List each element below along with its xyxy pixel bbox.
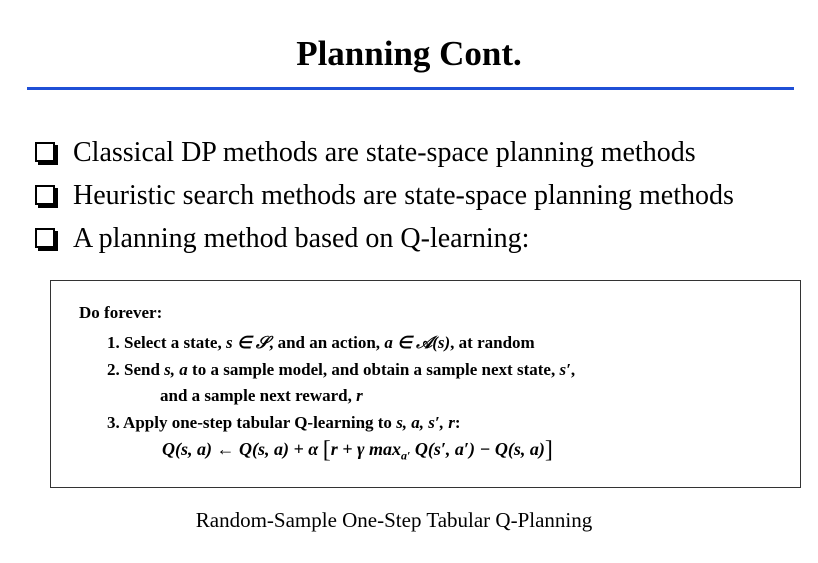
step-text: 3. Apply one-step tabular Q-learning to	[107, 413, 397, 432]
bullet-item	[35, 217, 734, 260]
bullet-text: Classical DP methods are state-space planning methods	[73, 137, 696, 168]
equation-rhs: Q(s′, a′) − Q(s, a)	[410, 439, 545, 459]
step-text: to a sample model, and obtain a sample next state,	[187, 360, 560, 379]
bullet-text: Heuristic search methods are state-space planning methods	[73, 180, 734, 211]
step-text: , and an action,	[269, 333, 385, 352]
page-title: Planning Cont.	[296, 34, 522, 73]
title-divider	[27, 87, 794, 90]
bullet-item	[35, 131, 734, 174]
math-expression: s′	[559, 360, 571, 379]
update-arrow: ←	[212, 439, 239, 459]
left-bracket: [	[322, 437, 331, 463]
q-learning-update-equation	[162, 438, 553, 467]
algorithm-header: Do forever:	[79, 303, 163, 322]
equation-lhs: Q(s, a)	[162, 439, 212, 459]
bullet-text: A planning method based on Q-learning:	[73, 223, 530, 254]
algorithm-step-1	[107, 332, 535, 354]
math-expression: s, a	[164, 360, 188, 379]
checkbox-bullet-icon	[35, 142, 55, 162]
math-expression: r	[356, 386, 363, 405]
figure-caption: Random-Sample One-Step Tabular Q-Planning	[195, 508, 593, 532]
equation-rhs: r + γ max	[330, 439, 401, 459]
algorithm-step-2	[107, 359, 575, 381]
algorithm-box	[50, 280, 801, 488]
math-expression: a ∈ 𝒜(s)	[384, 333, 451, 352]
equation-subscript: a′	[400, 448, 411, 463]
equation-rhs: Q(s, a) + α	[239, 439, 323, 459]
checkbox-bullet-icon	[35, 228, 55, 248]
checkbox-bullet-icon	[35, 185, 55, 205]
math-expression: s ∈ 𝒮	[225, 333, 270, 352]
right-bracket: ]	[544, 437, 553, 463]
step-text: 2. Send	[107, 360, 165, 379]
step-text: and a sample next reward,	[160, 386, 357, 405]
bullet-list	[35, 131, 734, 260]
step-text: , at random	[450, 333, 535, 352]
step-text: ,	[570, 360, 576, 379]
step-text: 1. Select a state,	[107, 333, 226, 352]
algorithm-step-2-continued	[160, 385, 363, 407]
bullet-item	[35, 174, 734, 217]
algorithm-step-3	[107, 412, 461, 434]
step-text: :	[454, 413, 461, 432]
math-expression: s, a, s′, r	[396, 413, 455, 432]
